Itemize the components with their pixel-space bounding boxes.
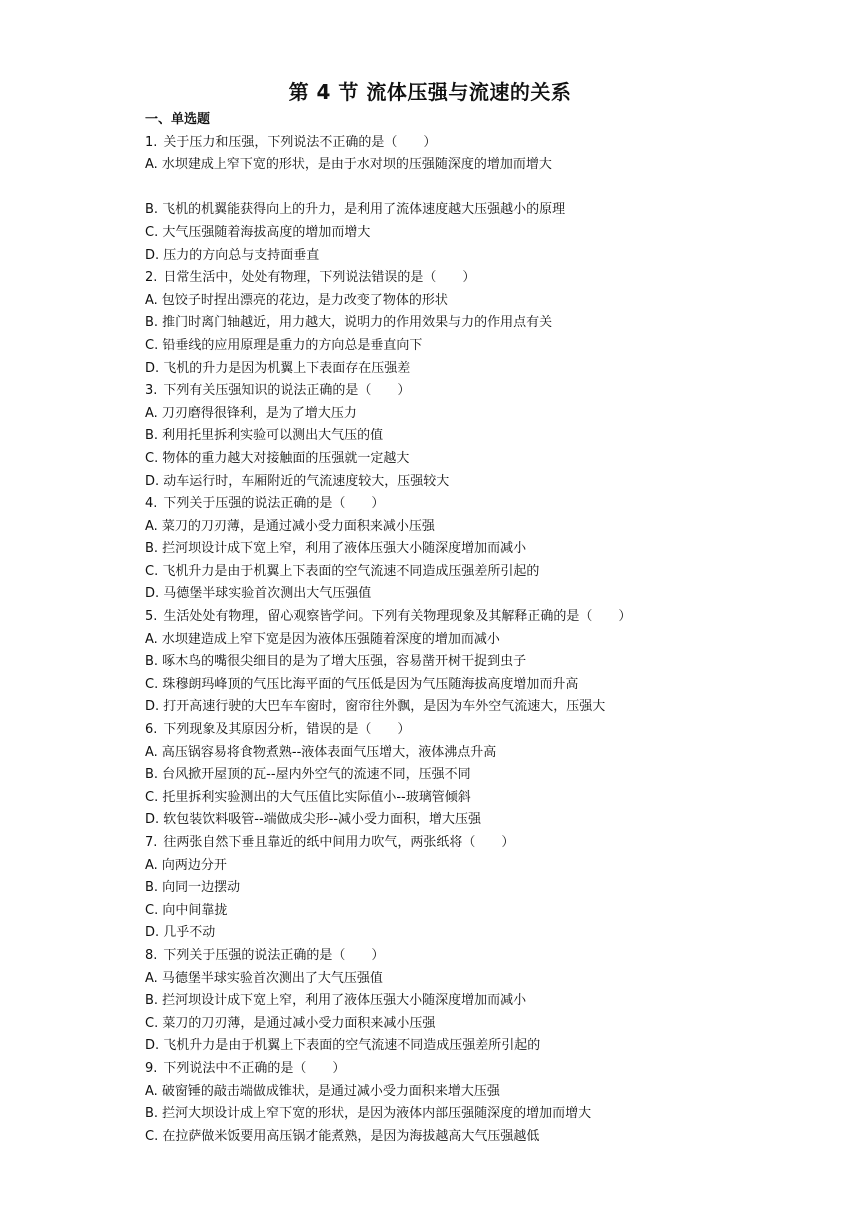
question-3-option-a: A. 刀刃磨得很锋利，是为了增大压力 bbox=[145, 405, 357, 421]
question-text: 往两张自然下垂且靠近的纸中间用力吹气，两张纸将（ ） bbox=[163, 835, 515, 850]
question-6-option-d: D. 软包装饮料吸管--端做成尖形--减小受力面积，增大压强 bbox=[145, 812, 482, 828]
question-8-stem bbox=[145, 945, 835, 968]
question-5-stem bbox=[145, 606, 835, 629]
section-heading: 一、单选题 bbox=[145, 112, 211, 127]
question-7-option-d: D. 几乎不动 bbox=[145, 925, 216, 941]
question-text: 日常生活中，处处有物理，下列说法错误的是（ ） bbox=[163, 270, 476, 286]
question-2-stem bbox=[145, 267, 835, 290]
worksheet-content bbox=[145, 109, 835, 1148]
question-text: 下列说法中不正确的是（ ） bbox=[163, 1060, 346, 1076]
question-text: 生活处处有物理，留心观察皆学问。下列有关物理现象及其解释正确的是（ ） bbox=[163, 609, 632, 625]
question-4-option-a: A. 菜刀的刀刃薄，是通过减小受力面积来减小压强 bbox=[145, 518, 435, 534]
question-number: 1. bbox=[145, 134, 158, 150]
question-4-option-b: B. 拦河坝设计成下宽上窄，利用了液体压强大小随深度增加而减小 bbox=[145, 541, 527, 557]
question-number: 5. bbox=[145, 609, 158, 625]
question-5-option-d: D. 打开高速行驶的大巴车车窗时，窗帘往外飘，是因为车外空气流速大，压强大 bbox=[145, 699, 606, 715]
question-3-stem bbox=[145, 380, 835, 403]
question-1-option-d: D. 压力的方向总与支持面垂直 bbox=[145, 247, 320, 263]
question-7-stem bbox=[145, 832, 835, 855]
question-2-option-a: A. 包饺子时捏出漂亮的花边，是力改变了物体的形状 bbox=[145, 292, 448, 308]
question-9-option-c: C. 在拉萨做米饭要用高压锅才能煮熟，是因为海拔越高大气压强越低 bbox=[145, 1128, 540, 1144]
question-9-option-a: A. 破窗锤的敲击端做成锥状，是通过减小受力面积来增大压强 bbox=[145, 1083, 500, 1099]
question-text: 下列有关压强知识的说法正确的是（ ） bbox=[163, 383, 411, 399]
question-8-option-b: B. 拦河坝设计成下宽上窄，利用了液体压强大小随深度增加而减小 bbox=[145, 993, 527, 1009]
question-5-option-c: C. 珠穆朗玛峰顶的气压比海平面的气压低是因为气压随海拔高度增加而升高 bbox=[145, 676, 579, 692]
question-3-option-b: B. 利用托里拆利实验可以测出大气压的值 bbox=[145, 428, 384, 444]
question-2-option-b: B. 推门时离门轴越近，用力越大，说明力的作用效果与力的作用点有关 bbox=[145, 315, 553, 331]
question-text: 下列现象及其原因分析，错误的是（ ） bbox=[163, 722, 411, 738]
question-number: 6. bbox=[145, 722, 158, 738]
question-9-stem bbox=[145, 1058, 835, 1081]
question-number: 4. bbox=[145, 496, 158, 512]
question-9-option-b: B. 拦河大坝设计成上窄下宽的形状，是因为液体内部压强随深度的增加而增大 bbox=[145, 1106, 592, 1122]
question-text: 关于压力和压强，下列说法不正确的是（ ） bbox=[163, 134, 437, 150]
question-4-option-d: D. 马德堡半球实验首次测出大气压强值 bbox=[145, 586, 372, 602]
question-7-option-a: A. 向两边分开 bbox=[145, 857, 227, 873]
page-title: 第 4 节 流体压强与流速的关系 bbox=[288, 80, 572, 104]
blank-line bbox=[145, 177, 835, 200]
question-6-stem bbox=[145, 719, 835, 742]
question-6-option-a: A. 高压锅容易将食物煮熟--液体表面气压增大，液体沸点升高 bbox=[145, 744, 497, 760]
question-6-option-b: B. 台风掀开屋顶的瓦--屋内外空气的流速不同，压强不同 bbox=[145, 767, 471, 783]
question-text: 下列关于压强的说法正确的是（ ） bbox=[163, 496, 385, 512]
question-8-option-a: A. 马德堡半球实验首次测出了大气压强值 bbox=[145, 970, 383, 986]
question-7-option-c: C. 向中间靠拢 bbox=[145, 902, 228, 918]
question-8-option-d: D. 飞机升力是由于机翼上下表面的空气流速不同造成压强差所引起的 bbox=[145, 1038, 541, 1054]
question-number: 2. bbox=[145, 270, 158, 286]
question-5-option-b: B. 啄木鸟的嘴很尖细目的是为了增大压强，容易凿开树干捉到虫子 bbox=[145, 654, 527, 670]
question-2-option-c: C. 铅垂线的应用原理是重力的方向总是垂直向下 bbox=[145, 337, 423, 353]
question-text: 下列关于压强的说法正确的是（ ） bbox=[163, 947, 385, 963]
question-number: 3. bbox=[145, 383, 158, 399]
question-number: 8. bbox=[145, 947, 158, 963]
question-7-option-b: B. 向同一边摆动 bbox=[145, 880, 241, 896]
question-3-option-d: D. 动车运行时，车厢附近的气流速度较大，压强较大 bbox=[145, 473, 450, 489]
question-3-option-c: C. 物体的重力越大对接触面的压强就一定越大 bbox=[145, 450, 410, 466]
question-5-option-a: A. 水坝建造成上窄下宽是因为液体压强随着深度的增加而减小 bbox=[145, 631, 500, 647]
question-1-option-c: C. 大气压强随着海拔高度的增加而增大 bbox=[145, 224, 371, 240]
question-number: 9. bbox=[145, 1060, 158, 1076]
question-1-option-a: A. 水坝建成上窄下宽的形状，是由于水对坝的压强随深度的增加而增大 bbox=[145, 157, 552, 173]
question-4-option-c: C. 飞机升力是由于机翼上下表面的空气流速不同造成压强差所引起的 bbox=[145, 563, 540, 579]
question-2-option-d: D. 飞机的升力是因为机翼上下表面存在压强差 bbox=[145, 360, 411, 376]
question-1-option-b: B. 飞机的机翼能获得向上的升力，是利用了流体速度越大压强越小的原理 bbox=[145, 202, 566, 218]
question-8-option-c: C. 菜刀的刀刃薄，是通过减小受力面积来减小压强 bbox=[145, 1015, 436, 1031]
question-4-stem bbox=[145, 493, 835, 516]
question-number: 7. bbox=[145, 835, 158, 850]
question-6-option-c: C. 托里拆利实验测出的大气压值比实际值小--玻璃管倾斜 bbox=[145, 789, 471, 805]
question-1-stem bbox=[145, 132, 835, 155]
